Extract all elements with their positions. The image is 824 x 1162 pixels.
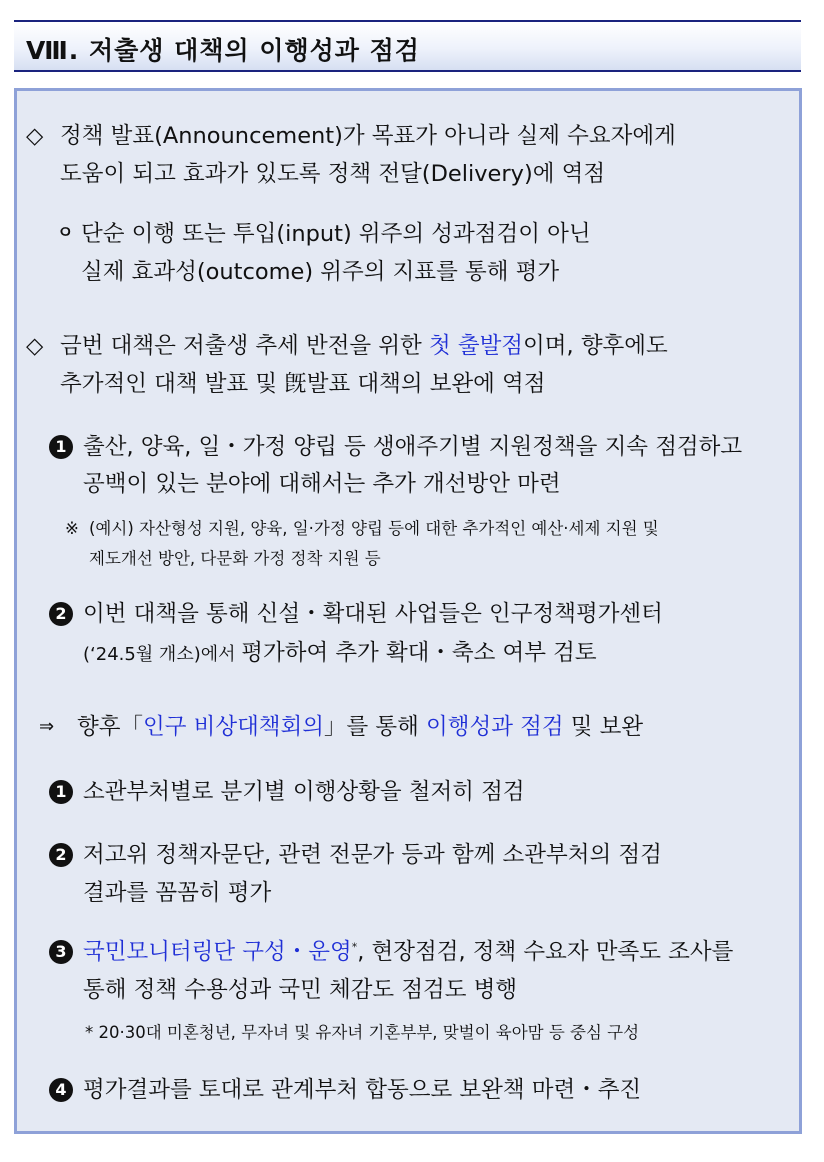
s2-line1-a: 금번 대책은 저출생 추세 반전을 위한 <box>60 333 429 359</box>
section-header <box>14 20 801 72</box>
item-num-3: 3 <box>49 940 73 967</box>
content-box <box>14 88 802 1134</box>
s3-item3-line2: 통해 정책 수용성과 국민 체감도 점검도 병행 <box>83 977 518 1003</box>
bullet-diamond: ◇ <box>26 333 44 359</box>
s3-item3-line1: 국민모니터링단 구성・운영*, 현장점검, 정책 수요자 만족도 조사를 <box>83 939 734 965</box>
s1-line2: 도움이 되고 효과가 있도록 정책 전달(Delivery)에 역점 <box>60 161 606 187</box>
s2-item1-note2: 제도개선 방안, 다문화 가정 정착 지원 등 <box>89 549 381 568</box>
item-num-1: 1 <box>49 780 73 807</box>
item-num-4: 4 <box>49 1078 73 1105</box>
s2-item1-note1: (예시) 자산형성 지원, 양육, 일·가정 양립 등에 대한 추가적인 예산·세제 지원 및 <box>89 519 659 538</box>
s3-heading-highlight2: 이행성과 점검 <box>426 714 564 740</box>
s2-item2-line2-b: 평가하여 추가 확대・축소 여부 검토 <box>241 640 597 666</box>
arrow-icon: ⇒ <box>39 716 55 737</box>
s2-item1-line1: 출산, 양육, 일・가정 양립 등 생애주기별 지원정책을 지속 점검하고 <box>83 434 743 460</box>
s2-item1-line2: 공백이 있는 분야에 대해서는 추가 개선방안 마련 <box>83 471 561 497</box>
note-mark: ※ <box>65 519 79 538</box>
item-num-2: 2 <box>49 843 73 870</box>
s1-sub-line1: 단순 이행 또는 투입(input) 위주의 성과점검이 아닌 <box>81 221 591 247</box>
s2-line1 <box>60 333 668 360</box>
s2-line1-highlight: 첫 출발점 <box>428 333 524 359</box>
s3-item2-line1: 저고위 정책자문단, 관련 전문가 등과 함께 소관부처의 점검 <box>83 842 662 868</box>
section-title: Ⅷ. 저출생 대책의 이행성과 점검 <box>26 36 420 65</box>
s2-item2-line2 <box>83 640 597 667</box>
item-num-1: 1 <box>49 435 73 462</box>
s3-item4-line1: 평가결과를 토대로 관계부처 합동으로 보완책 마련・추진 <box>83 1077 642 1103</box>
s3-item3-highlight: 국민모니터링단 구성・운영 <box>83 939 352 965</box>
s3-item1-line1: 소관부처별로 분기별 이행상황을 철저히 점검 <box>83 779 525 805</box>
bullet-circle: ㅇ <box>57 223 74 243</box>
s2-line1-c: 이며, 향후에도 <box>523 333 668 359</box>
s3-item3-note: * 20·30대 미혼청년, 무자녀 및 유자녀 기혼부부, 맞벌이 육아맘 등 중심 구성 <box>85 1023 640 1042</box>
s3-item2-line2: 결과를 꼼꼼히 평가 <box>83 880 272 906</box>
s1-sub-line2: 실제 효과성(outcome) 위주의 지표를 통해 평가 <box>81 259 560 285</box>
item-num-2: 2 <box>49 602 73 629</box>
s1-line1: 정책 발표(Announcement)가 목표가 아니라 실제 수요자에게 <box>60 123 676 149</box>
bullet-diamond: ◇ <box>26 123 44 149</box>
s2-line2: 추가적인 대책 발표 및 旣발표 대책의 보완에 역점 <box>60 371 546 397</box>
s2-item2-line1: 이번 대책을 통해 신설・확대된 사업들은 인구정책평가센터 <box>83 601 663 627</box>
s2-item2-line2-a: (‘24.5월 개소)에서 <box>83 644 242 665</box>
s3-heading: 향후「인구 비상대책회의」를 통해 이행성과 점검 및 보완 <box>77 714 644 740</box>
s3-heading-highlight1: 인구 비상대책회의 <box>142 714 325 740</box>
